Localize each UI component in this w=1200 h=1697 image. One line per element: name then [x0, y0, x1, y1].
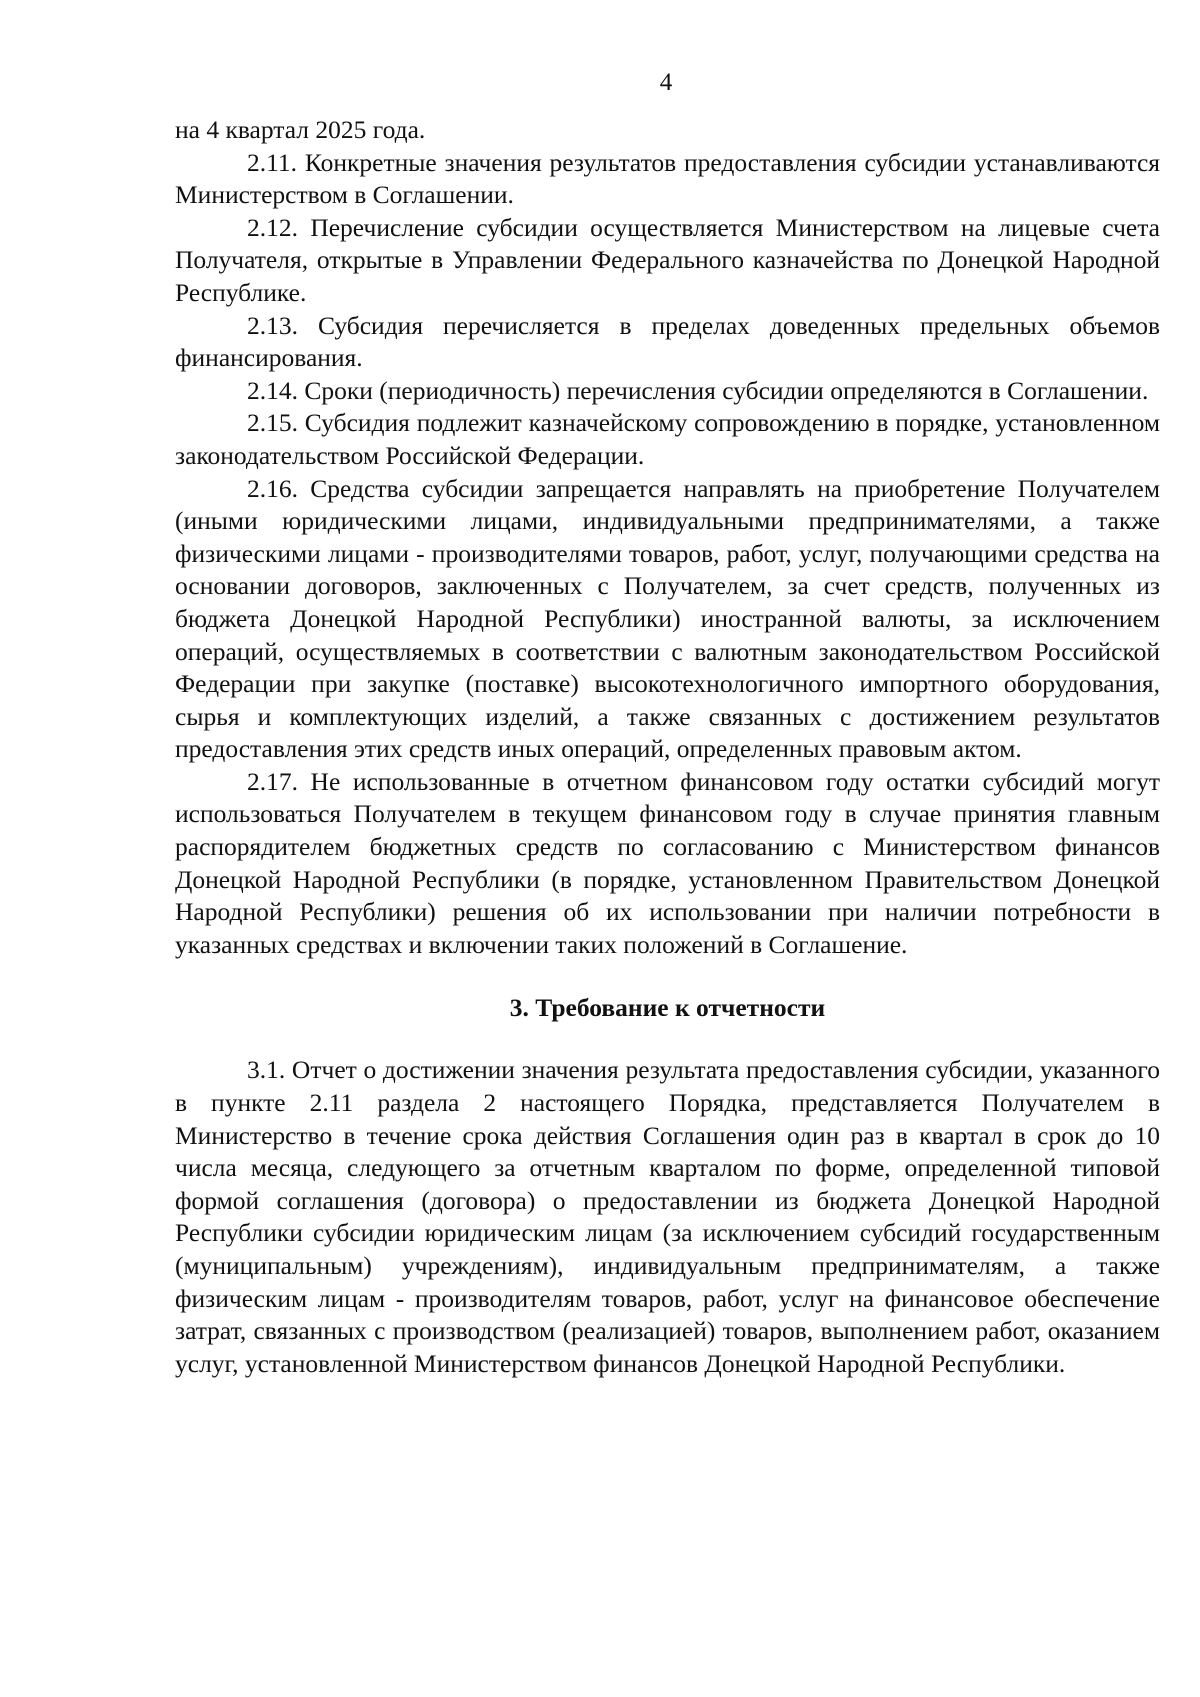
- paragraph-2-11: 2.11. Конкретные значения результатов предоставления субсидии устанавливаются Министерством в Соглашении.: [175, 147, 1160, 210]
- document-body: [175, 114, 1160, 1380]
- paragraph-2-16: 2.16. Средства субсидии запрещается направлять на приобретение Получателем (иными юридическими лицами, индивидуальными предпринимателями, а также физическими лицами - производителями товаров, работ, услуг, получающими средства на основании договоров, заключенных с Получателем, за счет средств, полученных из бюджета Донецкой Народной Республики) иностранной валюты, за исключением операций, осуществляемых в соответствии с валютным законодательством Российской Федерации при закупке (поставке) высокотехнологичного импортного оборудования, сырья и комплектующих изделий, а также связанных с достижением результатов предоставления этих средств иных операций, определенных правовым актом.: [175, 473, 1160, 764]
- paragraph-2-13: 2.13. Субсидия перечисляется в пределах доведенных предельных объемов финансирования.: [175, 310, 1160, 373]
- paragraph-2-15: 2.15. Субсидия подлежит казначейскому сопровождению в порядке, установленном законодательством Российской Федерации.: [175, 408, 1160, 470]
- paragraph-2-12: 2.12. Перечисление субсидии осуществляется Министерством на лицевые счета Получателя, открытые в Управлении Федерального казначейства по Донецкой Народной Республике.: [175, 212, 1160, 307]
- section-heading: 3. Требование к отчетности: [509, 993, 826, 1023]
- paragraph-2-17: 2.17. Не использованные в отчетном финансовом году остатки субсидий могут использоваться Получателем в текущем финансовом году в случае принятия главным распорядителем бюджетных средств по согласованию с Министерством финансов Донецкой Народной Республики (в порядке, установленном Правительством Донецкой Народной Республики) решения об их использовании при наличии потребности в указанных средствах и включении таких положений в Соглашение.: [175, 766, 1160, 959]
- page-number: 4: [659, 69, 673, 96]
- paragraph-2-14: 2.14. Сроки (периодичность) перечисления субсидии определяются в Соглашении.: [247, 375, 1149, 405]
- paragraph-3-1: 3.1. Отчет о достижении значения результата предоставления субсидии, указанного в пункте 2.11 раздела 2 настоящего Порядка, представляется Получателем в Министерство в течение срока действия Соглашения один раз в квартал в срок до 10 числа месяца, следующего за отчетным кварталом по форме, определенной типовой формой соглашения (договора) о предоставлении из бюджета Донецкой Народной Республики субсидии юридическим лицам (за исключением субсидий государственным (муниципальным) учреждениям), индивидуальным предпринимателям, а также физическим лицам - производителям товаров, работ, услуг на финансовое обеспечение затрат, связанных с производством (реализацией) товаров, выполнением работ, оказанием услуг, установленной Министерством финансов Донецкой Народной Республики.: [175, 1055, 1160, 1378]
- paragraph-continuation: на 4 квартал 2025 года.: [175, 115, 426, 144]
